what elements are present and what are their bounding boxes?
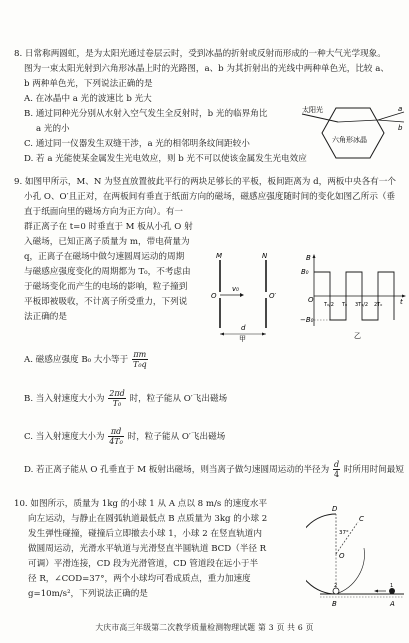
- q9-plate-n: N: [262, 252, 268, 260]
- q9-hole-o: O: [211, 292, 217, 300]
- q10-ball-2: 2: [334, 583, 338, 589]
- q9-option-d-den: 4: [333, 470, 340, 479]
- q10-center-o: O: [339, 552, 345, 560]
- q9-hole-o-prime: O′: [269, 292, 277, 300]
- q10-stem-line-4: 做圆周运动，光滑水平轨道与光滑竖直半圆轨道 BCD（半径 R: [28, 544, 267, 554]
- q8-ray-b: b: [398, 124, 403, 132]
- q9-option-c-fraction: [108, 427, 124, 446]
- q9-plate-m: M: [216, 252, 223, 260]
- q9-option-d-fraction: [333, 460, 340, 479]
- q8-stem-line-1: 8. 日常称两圆虹，是为太阳光通过卷层云时，受到冰晶的折射或反射而形成的一种大气光学现象。: [14, 49, 386, 59]
- q10-track-figure: [306, 496, 406, 612]
- q10-stem-line-5: 可调）平滑连接，CD 段为光滑管道，CD 管道段在远小于半: [28, 559, 259, 569]
- q9-option-c-num: πd: [108, 427, 124, 437]
- q9-tick-4: 2T₀: [374, 302, 383, 308]
- q9-stem-line-3: 直于纸面向里的磁场方向为正方向）。有一: [24, 207, 183, 217]
- q9-option-d-num: d: [333, 460, 340, 469]
- q9-option-b-suffix: 时，粒子能从 O′飞出磁场: [129, 394, 228, 404]
- q8-stem-line-2: 图为一束太阳光射到六角形冰晶上时的光路图，a、b 为其折射出的光线中两种单色光，比较 a、: [24, 64, 389, 74]
- q9-option-b: [24, 389, 227, 408]
- q9-neg-b0-label: −B₀: [300, 316, 314, 324]
- q9-stem-line-1: 9. 如图甲所示，M、N 为竖直放置彼此平行的两块足够长的平板，板间距离为 d，两板中央各有一个: [14, 177, 396, 187]
- q9-stem-line-8: 于磁场变化而产生的电场的影响，粒子撞到: [24, 282, 188, 292]
- q9-caption-yi: 乙: [354, 332, 361, 340]
- q10-stem-line-1: 10. 如图所示，质量为 1kg 的小球 1 从 A 点以 8 m/s 的速度水平: [14, 499, 268, 509]
- q9-option-d: [24, 460, 408, 479]
- q9-option-c: [24, 427, 225, 446]
- q9-tick-2: T₀: [342, 302, 348, 308]
- q9-t-axis-label: t: [400, 298, 403, 306]
- q9-stem-line-6: q，正离子在磁场中做匀速圆周运动的周期: [24, 252, 185, 262]
- q10-stem-line-3: 发生弹性碰撞，碰撞后立即撤去小球 1，小球 2 在竖直轨道内: [28, 529, 262, 539]
- q9-option-a-text: A. 磁感应强度 B₀ 大小等于: [24, 355, 129, 365]
- q10-point-c: C: [359, 515, 364, 523]
- q9-stem-line-4: 群正离子在 t=0 时垂直于 M 板从小孔 O 射: [24, 222, 193, 232]
- q9-caption-jia: 甲: [239, 335, 246, 342]
- q9-stem-line-5: 入磁场，已知正离子质量为 m，带电荷量为: [24, 237, 190, 247]
- q9-origin-label: O: [308, 296, 314, 304]
- q9-tick-3: 3T₀/2: [355, 302, 369, 308]
- q8-option-d: D. 若 a 光能使某金属发生光电效应，则 b 光不可以使该金属发生光电效应: [24, 154, 307, 164]
- q9-option-a-fraction: [132, 350, 148, 369]
- page-footer: 大庆市高三年级第二次教学质量检测物理试题 第 3 页 共 6 页: [95, 623, 314, 632]
- q8-option-a: A. 在冰晶中 a 光的波速比 b 光大: [24, 94, 152, 104]
- q10-stem-line-7: g=10m/s²，下列说法正确的是: [28, 589, 148, 599]
- q8-hexagon-figure: [300, 102, 408, 164]
- q9-option-d-text: D. 若正离子能从 O 孔垂直于 M 板射出磁场，则当离子做匀速圆周运动的半径为: [24, 465, 330, 475]
- q9-option-a-num: πm: [133, 350, 147, 359]
- q10-stem-line-6: 径 R，∠COD=37°，两个小球均可看成质点，重力加速度: [28, 574, 251, 584]
- q9-stem-line-7: 与磁感应强度变化的周期都为 T₀，不考虑由: [24, 267, 191, 277]
- q9-distance-label: d: [241, 324, 246, 332]
- q10-point-d: D: [332, 505, 338, 513]
- q9-option-c-text: C. 当入射速度大小为: [24, 432, 105, 442]
- q9-option-b-num: 2πd: [109, 389, 125, 398]
- q8-sun-label: 太阳光: [302, 106, 323, 114]
- q9-option-d-suffix: 时所用时间最短: [343, 465, 404, 475]
- q9-figure-yi: [300, 252, 408, 340]
- q9-b0-label: B₀: [301, 268, 309, 276]
- q9-option-a-den: T₀q: [132, 360, 147, 369]
- q10-point-a: A: [390, 600, 395, 608]
- q9-b-axis-label: B: [306, 254, 311, 262]
- q8-crystal-label: 六角形冰晶: [332, 136, 367, 144]
- q10-ball-1: 1: [390, 583, 394, 589]
- q8-option-c: C. 通过同一仪器发生双缝干涉，a 光的相邻明条纹间距较小: [24, 139, 250, 149]
- q9-option-b-den: T₀: [112, 399, 122, 408]
- q8-stem-line-3: b 两种单色光，下列说法正确的是: [24, 79, 153, 89]
- q8-option-b: B. 通过同种光分别从水射入空气发生全反射时，b 光的临界角比: [24, 109, 268, 119]
- q9-option-c-suffix: 时，粒子能从 O′飞出磁场: [127, 432, 226, 442]
- question-10: [14, 497, 304, 602]
- q10-angle-label: 37°: [339, 530, 349, 536]
- q8-ray-a: a: [398, 105, 403, 113]
- q9-option-b-text: B. 当入射速度大小为: [24, 394, 105, 404]
- q9-stem-line-2: 小孔 O、O′且正对，在两板间有垂直于纸面方向的磁场，磁感应强度随时间的变化如图乙所示（垂: [24, 192, 396, 202]
- q10-stem-line-2: 向左运动，与静止在圆弧轨道最低点 B 点质量为 3kg 的小球 2: [28, 514, 268, 524]
- q9-velocity-label: v₀: [232, 285, 239, 293]
- q10-point-b: B: [332, 600, 337, 608]
- q9-option-b-fraction: [108, 389, 125, 408]
- q8-option-b-cont: a 光的小: [36, 124, 70, 134]
- q9-option-c-den: 4T₀: [109, 437, 123, 446]
- q9-figure-jia: [210, 250, 282, 342]
- q9-option-a: [24, 350, 149, 369]
- q9-stem-line-10: 法正确的是: [24, 312, 67, 322]
- q9-stem-line-9: 平板即被吸收，不计离子所受重力，下列说: [24, 297, 188, 307]
- q9-tick-1: T₀/2: [324, 302, 334, 308]
